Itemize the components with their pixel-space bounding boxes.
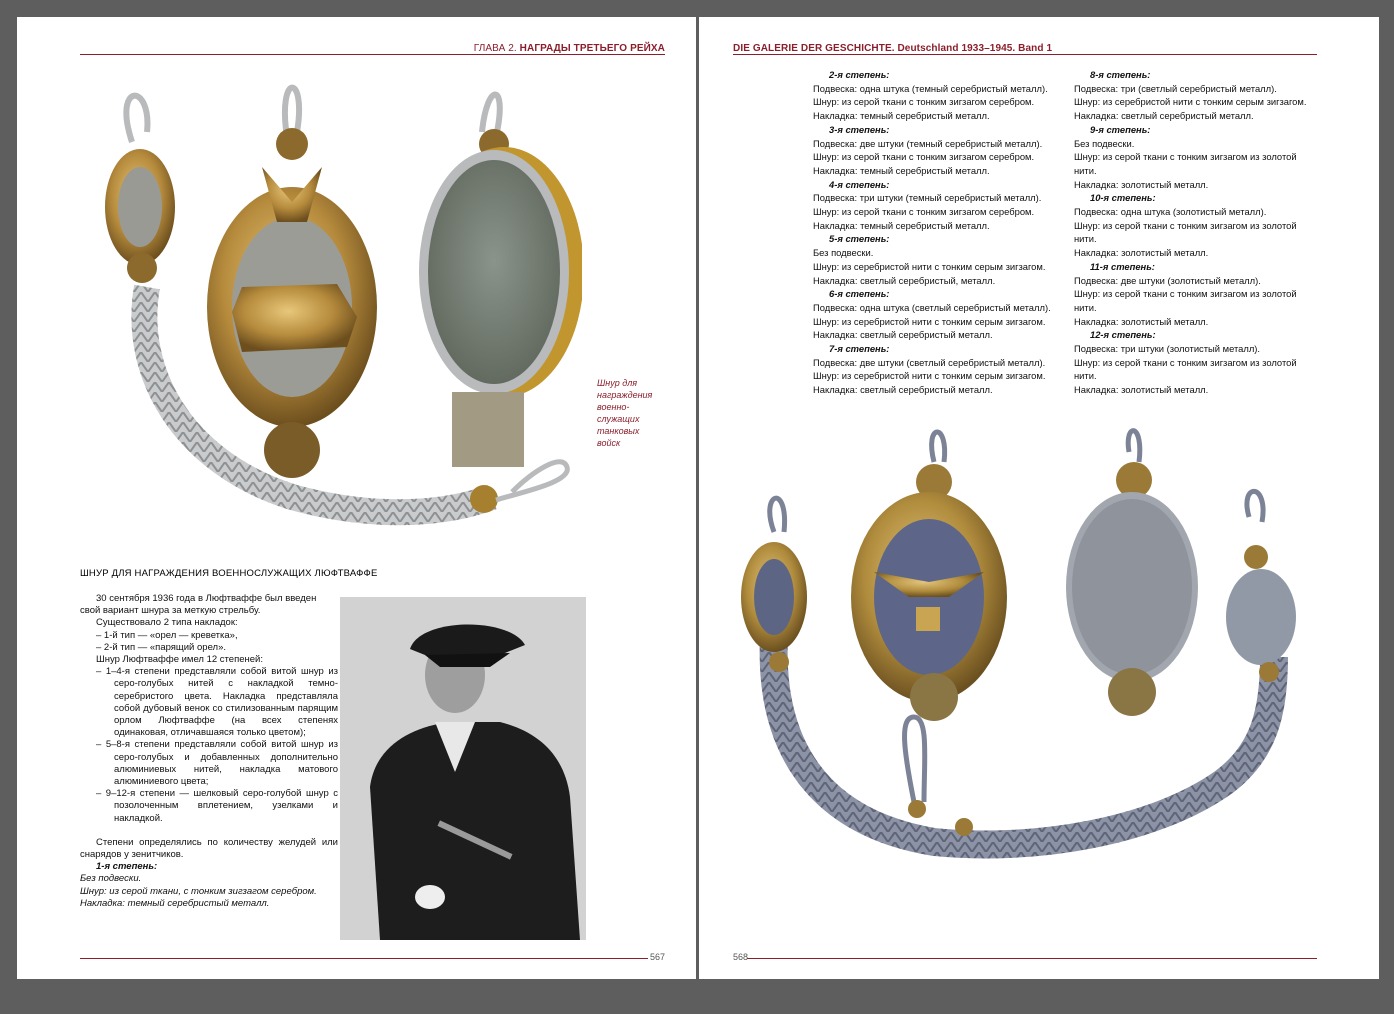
paragraph: Шнур Люфтваффе имел 12 степеней: [96, 654, 263, 666]
paragraph: Существовало 2 типа накладок: [96, 617, 238, 629]
degree-line: Накладка: золотистый металл. [1074, 315, 1209, 327]
paragraph: – 2-й тип — «парящий орел». [96, 641, 226, 653]
degree-heading: 7-я степень: [829, 343, 890, 355]
degree-line: Подвеска: одна штука (темный серебристый металл). [813, 82, 1048, 94]
left-header-prefix: ГЛАВА 2. [473, 43, 520, 54]
degree-line: Шнур: из серебристой нити с тонким серым зигзагом. [813, 370, 1046, 382]
degree-heading: 2-я степень: [829, 69, 890, 80]
degree-line: Подвеска: три (светлый серебристый металл). [1074, 82, 1277, 94]
degree-line: Подвеска: две штуки (темный серебристый металл). [813, 137, 1043, 149]
degree-line: Накладка: светлый серебристый, металл. [813, 274, 996, 286]
degree-line: Подвеска: три штуки (золотистый металл). [1074, 343, 1261, 355]
degree-heading: 3-я степень: [829, 123, 890, 135]
luftwaffe-officer-photo [340, 597, 586, 940]
degree-line: Подвеска: две штуки (светлый серебристый металл). [813, 356, 1046, 368]
list-item: – 5–8-я степени представляли собой витой шнур из серо-голубых и добавленных дополнительно алюминиевых нитей, накладка матового алюминиевого цвета; [96, 739, 338, 788]
degree-heading: 12-я степень: [1090, 329, 1156, 341]
right-header-rule [733, 54, 1317, 55]
left-body-text [80, 593, 338, 910]
right-header-prefix: DIE GALERIE DER GESCHICHTE. [733, 43, 898, 54]
caption-line: войск [597, 438, 621, 448]
degrees-column-1 [813, 68, 1063, 397]
degree-line: Накладка: светлый серебристый металл. [813, 384, 993, 396]
right-header-title: Deutschland 1933–1945. Band 1 [897, 43, 1053, 54]
degree-line: Без подвески. [813, 247, 874, 259]
degrees-column-2 [1074, 68, 1319, 397]
degree-line: Накладка: золотистый металл. [1074, 247, 1209, 259]
right-page-number: 568 [733, 952, 749, 962]
degree-line: Без подвески. [1074, 137, 1135, 149]
right-page [699, 17, 1379, 979]
degree-heading: 8-я степень: [1090, 69, 1151, 80]
degree-line: Шнур: из серой ткани с тонким зигзагом серебром. [813, 151, 1035, 163]
degree-line: Накладка: светлый серебристый металл. [1074, 110, 1254, 122]
caption-line: танковых [597, 426, 640, 436]
degree-line: Шнур: из серебристой нити с тонким серым зигзагом. [813, 260, 1046, 272]
degree-line: Шнур: из серой ткани с тонким зигзагом из золотой нити. [1074, 356, 1297, 382]
caption-line: Шнур для [597, 378, 638, 388]
section-title: ШНУР ДЛЯ НАГРАЖДЕНИЯ ВОЕННОСЛУЖАЩИХ ЛЮФТВАФФЕ [80, 568, 378, 579]
caption-line: военно- [597, 402, 630, 412]
degree-line: Шнур: из серебристой нити с тонким серым зигзагом. [813, 315, 1046, 327]
right-footer-rule [747, 958, 1317, 959]
degree-line: Шнур: из серой ткани с тонким зигзагом из золотой нити. [1074, 151, 1297, 176]
paragraph: – 1-й тип — «орел — креветка», [96, 629, 238, 641]
degree-heading: 1-я степень: [96, 861, 158, 873]
left-footer-rule [80, 958, 648, 959]
degree-heading: 5-я степень: [829, 233, 890, 245]
left-header-rule [80, 54, 665, 55]
list-item: – 9–12-я степени — шелковый серо-голубой шнур с позолоченным вплетением, узелками и накладкой. [96, 788, 338, 824]
right-header [733, 43, 1052, 54]
degree-heading: 9-я степень: [1090, 123, 1151, 135]
degree-line: Шнур: из серебристой нити с тонким серым зигзагом. [1074, 96, 1307, 108]
degree-line: Шнур: из серой ткани с тонким зигзагом серебром. [813, 206, 1035, 218]
degree-line: Шнур: из серой ткани с тонким зигзагом из золотой нити. [1074, 288, 1297, 313]
paragraph: 30 сентября 1936 года в Люфтваффе был введен свой вариант шнура за меткую стрельбу. [80, 593, 317, 617]
panzer-lanyard-photo [92, 72, 582, 527]
degree-line: Без подвески. [80, 873, 142, 885]
list-item: – 1–4-я степени представляли собой витой шнур из серо-голубых нитей с накладкой темно-серебристого цвета. Накладка представляла собой дубовый венок со стилизованным парящим орлом Люфтваффе (на всех степенях одинаковая, отличавшаяся только цветом); [96, 666, 338, 739]
degree-line: Накладка: темный серебристый металл. [80, 897, 270, 909]
degree-heading: 4-я степень: [829, 178, 890, 190]
left-page [17, 17, 696, 979]
panzer-caption [597, 377, 677, 449]
degree-line: Шнур: из серой ткани с тонким зигзагом серебром. [813, 96, 1035, 108]
left-header [474, 43, 665, 54]
degree-line: Подвеска: одна штука (золотистый металл). [1074, 206, 1267, 218]
luftwaffe-lanyard-photo [734, 422, 1334, 897]
degree-line: Шнур: из серой ткани с тонким зигзагом из золотой нити. [1074, 219, 1297, 245]
degree-heading: 10-я степень: [1090, 192, 1156, 204]
degree-line: Накладка: светлый серебристый металл. [813, 329, 993, 341]
left-page-number: 567 [649, 952, 665, 962]
degree-line: Накладка: темный серебристый металл. [813, 164, 990, 176]
caption-line: награждения [597, 390, 653, 400]
degree-heading: 6-я степень: [829, 288, 890, 300]
degree-line: Подвеска: две штуки (золотистый металл). [1074, 274, 1261, 286]
caption-line: служащих [597, 414, 640, 424]
degree-line: Подвеска: одна штука (светлый серебристый металл). [813, 301, 1051, 313]
degree-line: Накладка: золотистый металл. [1074, 384, 1209, 396]
left-header-title: НАГРАДЫ ТРЕТЬЕГО РЕЙХА [519, 43, 665, 54]
degree-line: Подвеска: три штуки (темный серебристый металл). [813, 192, 1042, 204]
degree-line: Накладка: темный серебристый металл. [813, 219, 990, 231]
degree-line: Накладка: темный серебристый металл. [813, 110, 990, 122]
degree-line: Шнур: из серой ткани, с тонким зигзагом серебром. [80, 885, 317, 897]
paragraph: Степени определялись по количеству желудей или снарядов у зенитчиков. [80, 836, 338, 861]
degree-heading: 11-я степень: [1090, 260, 1155, 272]
degree-line: Накладка: золотистый металл. [1074, 178, 1209, 190]
